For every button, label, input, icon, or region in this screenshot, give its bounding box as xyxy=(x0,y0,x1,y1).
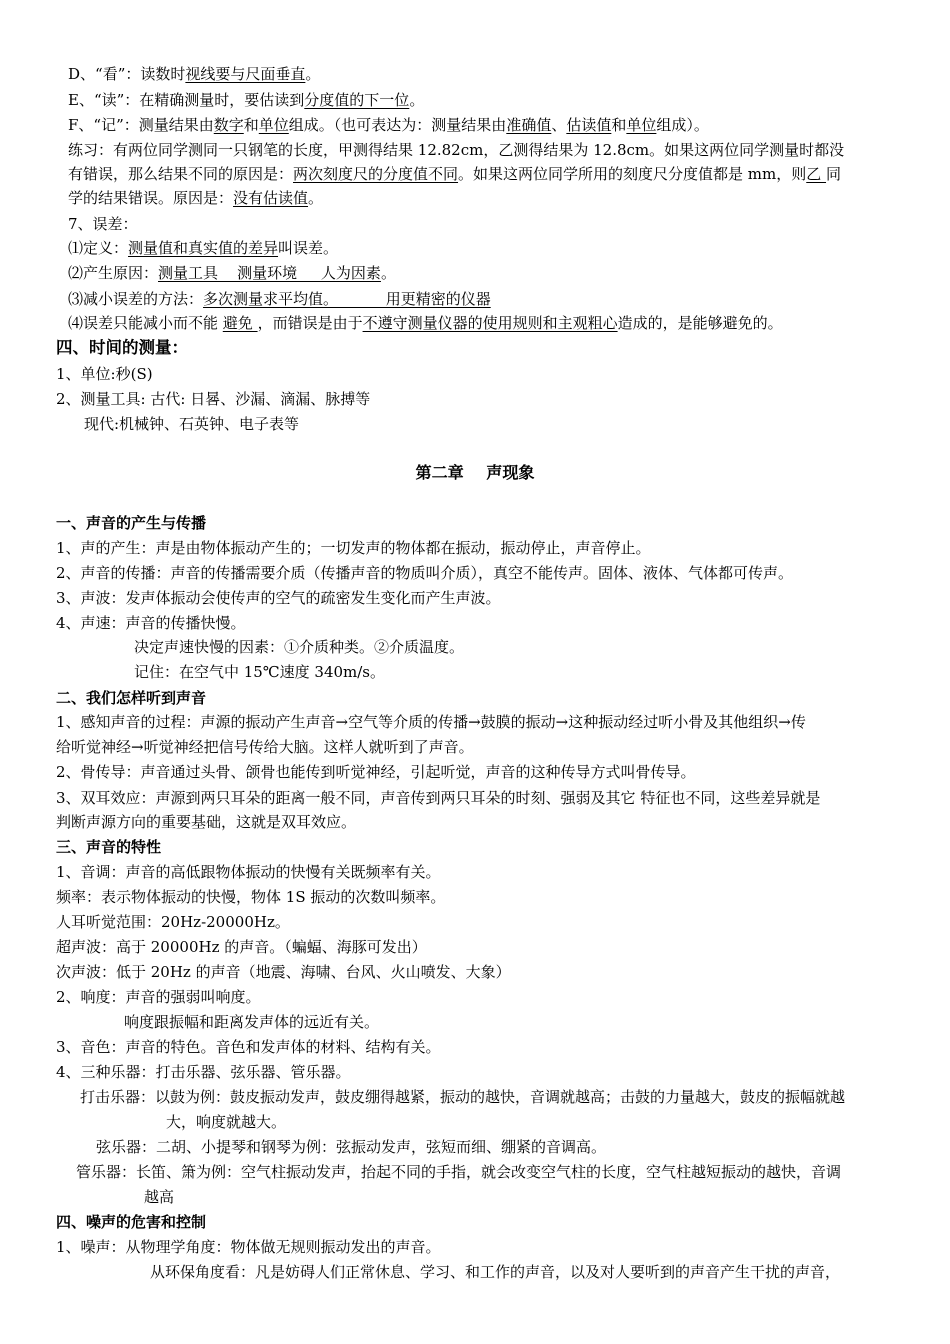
s3-strings: 弦乐器：二胡、小提琴和钢琴为例：弦振动发声，弦短而细、绷紧的音调高。 xyxy=(96,1138,607,1156)
s3-percussion-1: 打击乐器：以鼓为例：鼓皮振动发声，鼓皮绷得越紧，振动的越快，音调就越高；击鼓的力量越大，鼓皮的振幅就越 xyxy=(80,1088,846,1106)
s1-line-4a: 决定声速快慢的因素：①介质种类。②介质温度。 xyxy=(134,638,465,656)
error-causes: ⑵产生原因：测量工具 测量环境 人为因素。 xyxy=(68,264,396,282)
chapter-title: 第二章 声现象 xyxy=(415,463,535,482)
s2-line-3a: 3、双耳效应：声源到两只耳朵的距离一般不同，声音传到两只耳朵的时刻、强弱及其它 特征也不同，这些差异就是 xyxy=(56,789,821,807)
section-1-heading: 一、声音的产生与传播 xyxy=(56,514,207,532)
s4-noise-physics: 1、噪声：从物理学角度：物体做无规则振动发出的声音。 xyxy=(56,1238,441,1256)
item-e: E、“读”：在精确测量时，要估读到分度值的下一位。 xyxy=(68,91,425,109)
item-f: F、“记”：测量结果由数字和单位组成。（也可表达为：测量结果由准确值、估读值和单位组成）。 xyxy=(68,116,709,134)
time-heading: 四、时间的测量： xyxy=(56,338,188,357)
section-2-heading: 二、我们怎样听到声音 xyxy=(56,689,207,707)
error-vs-mistake: ⑷误差只能减小而不能 避免 ，而错误是由于不遵守测量仪器的使用规则和主观粗心造成的，是能够避免的。 xyxy=(68,314,783,332)
error-definition: ⑴定义：测量值和真实值的差异叫误差。 xyxy=(68,239,339,257)
s2-line-1a: 1、感知声音的过程：声源的振动产生声音→空气等介质的传播→鼓膜的振动→这种振动经过听小骨及其他组织→传 xyxy=(56,713,806,731)
practice-line-2: 有错误，那么结果不同的原因是：两次刻度尺的分度值不同。如果这两位同学所用的刻度尺分度值都是 mm，则乙 同 xyxy=(68,165,842,183)
s3-wind-1: 管乐器：长笛、箫为例：空气柱振动发声，抬起不同的手指，就会改变空气柱的长度，空气柱越短振动的越快，音调 xyxy=(76,1163,842,1181)
time-tools-ancient: 2、测量工具: 古代: 日晷、沙漏、滴漏、脉搏等 xyxy=(56,390,371,408)
s1-line-1: 1、声的产生：声是由物体振动产生的；一切发声的物体都在振动，振动停止，声音停止。 xyxy=(56,539,651,557)
s3-wind-2: 越高 xyxy=(144,1188,175,1206)
s2-line-3b: 判断声源方向的重要基础，这就是双耳效应。 xyxy=(56,813,357,831)
time-unit: 1、单位:秒(S) xyxy=(56,365,153,383)
section-3-heading: 三、声音的特性 xyxy=(56,838,162,856)
s3-pitch: 1、音调：声音的高低跟物体振动的快慢有关既频率有关。 xyxy=(56,863,441,881)
s3-loudness: 2、响度：声音的强弱叫响度。 xyxy=(56,988,261,1006)
s1-line-3: 3、声波：发声体振动会使传声的空气的疏密发生变化而产生声波。 xyxy=(56,589,501,607)
s3-percussion-2: 大，响度就越大。 xyxy=(166,1113,287,1131)
practice-line-1: 练习：有两位同学测同一只钢笔的长度，甲测得结果 12.82cm，乙测得结果为 12.8cm。如果这两位同学测量时都没 xyxy=(68,141,845,159)
s2-line-2: 2、骨传导：声音通过头骨、颌骨也能传到听觉神经，引起听觉，声音的这种传导方式叫骨传导。 xyxy=(56,763,696,781)
error-reduction: ⑶减小误差的方法：多次测量求平均值。 用更精密的仪器 xyxy=(68,290,491,308)
s3-instruments: 4、三种乐器：打击乐器、弦乐器、管乐器。 xyxy=(56,1063,351,1081)
s2-line-1b: 给听觉神经→听觉神经把信号传给大脑。这样人就听到了声音。 xyxy=(56,738,474,756)
section-4-heading: 四、噪声的危害和控制 xyxy=(56,1213,207,1231)
item-d: D、“看”：读数时视线要与尺面垂直。 xyxy=(68,65,321,83)
s3-frequency: 频率：表示物体振动的快慢，物体 1S 振动的次数叫频率。 xyxy=(56,888,446,906)
s1-line-2: 2、声音的传播：声音的传播需要介质（传播声音的物质叫介质），真空不能传声。固体、液体、气体都可传声。 xyxy=(56,564,794,582)
error-heading: 7、误差： xyxy=(68,215,138,233)
s3-infrasound: 次声波：低于 20Hz 的声音（地震、海啸、台风、火山喷发、大象） xyxy=(56,963,511,981)
s1-line-4b: 记住：在空气中 15℃速度 340m/s。 xyxy=(134,663,386,681)
practice-line-3: 学的结果错误。原因是：没有估读值。 xyxy=(68,189,324,207)
s3-ultrasound: 超声波：高于 20000Hz 的声音。（蝙蝠、海豚可发出） xyxy=(56,938,427,956)
s3-hearing-range: 人耳听觉范围：20Hz-20000Hz。 xyxy=(56,913,290,931)
s3-loudness-detail: 响度跟振幅和距离发声体的远近有关。 xyxy=(124,1013,380,1031)
time-tools-modern: 现代:机械钟、石英钟、电子表等 xyxy=(84,415,300,433)
s3-timbre: 3、音色：声音的特色。音色和发声体的材料、结构有关。 xyxy=(56,1038,441,1056)
s4-noise-environment: 从环保角度看：凡是妨碍人们正常休息、学习、和工作的声音，以及对人要听到的声音产生干扰的声音， xyxy=(150,1263,841,1281)
s1-line-4: 4、声速：声音的传播快慢。 xyxy=(56,614,246,632)
